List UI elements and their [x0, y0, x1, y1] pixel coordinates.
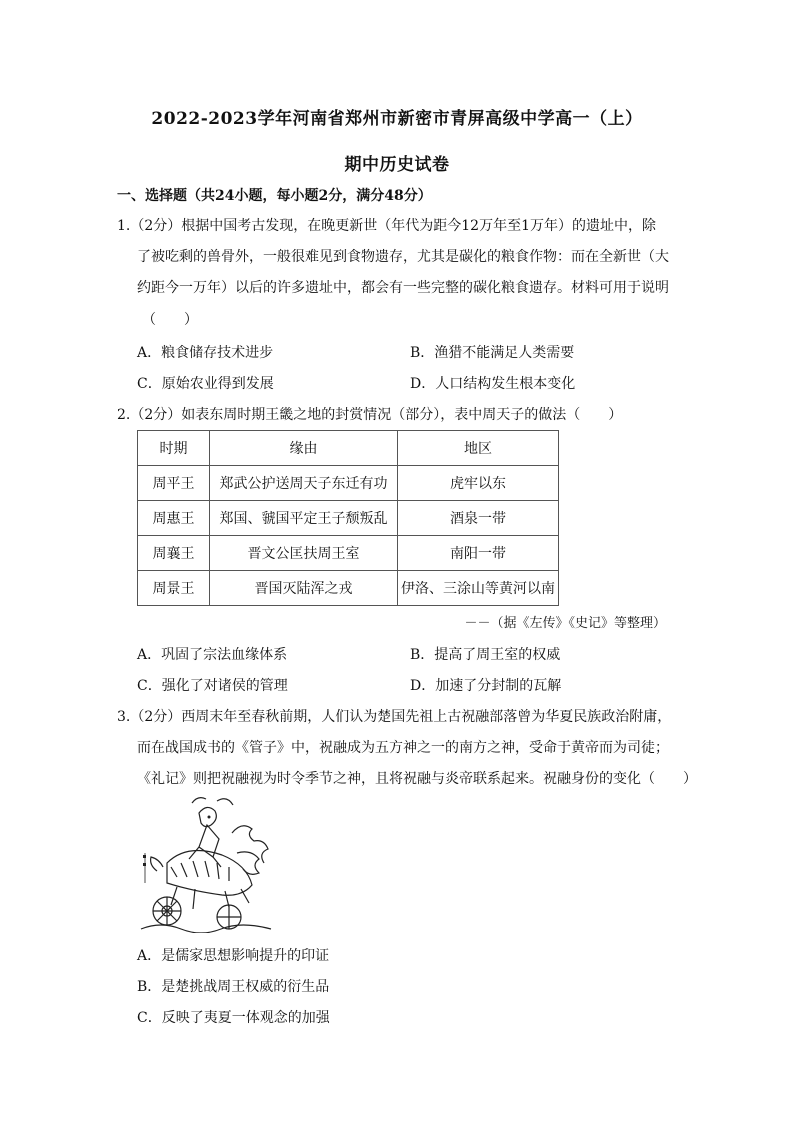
q3-line-2: 而在战国成书的《管子》中，祝融成为五方神之一的南方之神，受命于黄帝而为司徒； — [137, 740, 669, 756]
q3-option-c[interactable]: C．反映了夷夏一体观念的加强 — [137, 1010, 330, 1026]
title-line-1: 2022-2023学年河南省郑州市新密市青屏高级中学高一（上） — [151, 109, 643, 129]
cell-period: 周惠王 — [138, 501, 210, 536]
cell-reason: 晋文公匡扶周王室 — [210, 536, 398, 571]
cell-period: 周平王 — [138, 466, 210, 501]
q3-option-a[interactable]: A．是儒家思想影响提升的印证 — [137, 948, 330, 964]
header-region: 地区 — [398, 431, 559, 466]
table-row — [138, 466, 559, 501]
q1-option-b[interactable]: B．渔猎不能满足人类需要 — [410, 345, 575, 361]
table-row — [138, 501, 559, 536]
cell-region: 酒泉一带 — [398, 501, 559, 536]
cell-region: 伊洛、三涂山等黄河以南 — [398, 571, 559, 606]
section-heading: 一、选择题（共24小题，每小题2分，满分48分） — [117, 188, 432, 204]
cell-reason: 郑国、虢国平定王子颓叛乱 — [210, 501, 398, 536]
table-header-row — [138, 431, 559, 466]
q1-line-1: 1.（2分）根据中国考古发现，在晚更新世（年代为距今12万年至1万年）的遗址中，除 — [117, 218, 656, 234]
q1-option-c[interactable]: C．原始农业得到发展 — [137, 376, 274, 392]
q1-line-3: 约距今一万年）以后的许多遗址中，都会有一些完整的碳化粮食遗存。材料可用于说明 — [137, 280, 669, 296]
q2-option-c[interactable]: C．强化了对诸侯的管理 — [137, 678, 288, 694]
q3-line-3: 《礼记》则把祝融视为时令季节之神，且将祝融与炎帝联系起来。祝融身份的变化（ ） — [137, 771, 697, 787]
zhurong-illustration — [137, 793, 277, 933]
cell-period: 周景王 — [138, 571, 210, 606]
fief-table — [137, 430, 559, 606]
q1-option-d[interactable]: D．人口结构发生根本变化 — [410, 376, 576, 392]
header-period: 时期 — [138, 431, 210, 466]
title-line-2: 期中历史试卷 — [344, 155, 450, 175]
table-row — [138, 571, 559, 606]
q2-option-b[interactable]: B．提高了周王室的权威 — [410, 647, 561, 663]
cell-reason: 郑武公护送周天子东迁有功 — [210, 466, 398, 501]
q2-option-d[interactable]: D．加速了分封制的瓦解 — [410, 678, 562, 694]
cell-period: 周襄王 — [138, 536, 210, 571]
header-reason: 缘由 — [210, 431, 398, 466]
q1-line-2: 了被吃剩的兽骨外，一般很难见到食物遗存，尤其是碳化的粮食作物：而在全新世（大 — [137, 249, 669, 265]
cell-region: 虎牢以东 — [398, 466, 559, 501]
q1-line-4: （ ） — [142, 312, 198, 328]
q2-stem: 2.（2分）如表东周时期王畿之地的封赏情况（部分），表中周天子的做法（ ） — [117, 407, 623, 423]
q1-option-a[interactable]: A．粮食储存技术进步 — [137, 345, 274, 361]
table-source: －－（据《左传》《史记》等整理） — [464, 616, 666, 631]
cell-reason: 晋国灭陆浑之戎 — [210, 571, 398, 606]
q3-line-1: 3.（2分）西周末年至春秋前期，人们认为楚国先祖上古祝融部落曾为华夏民族政治附庸， — [117, 709, 672, 725]
cell-region: 南阳一带 — [398, 536, 559, 571]
table-row — [138, 536, 559, 571]
q2-option-a[interactable]: A．巩固了宗法血缘体系 — [137, 647, 288, 663]
q3-option-b[interactable]: B．是楚挑战周王权威的衍生品 — [137, 979, 330, 995]
